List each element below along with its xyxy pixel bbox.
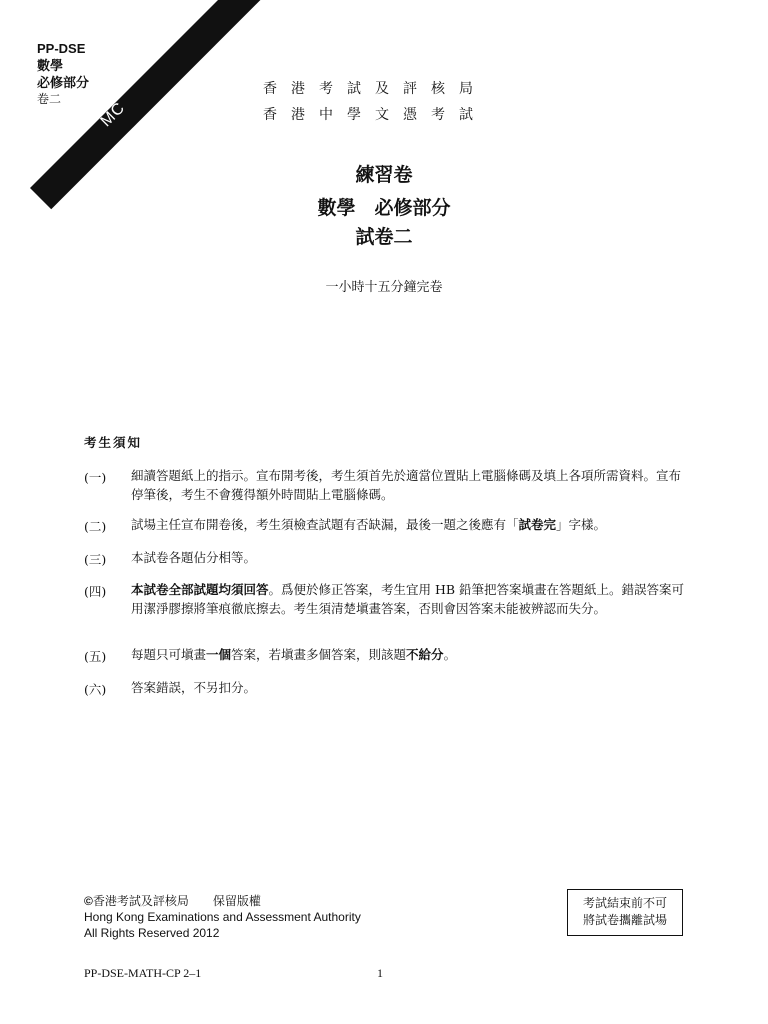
exam-duration: 一小時十五分鐘完卷: [325, 280, 443, 295]
paper-header: [37, 40, 89, 108]
paper-title-paper: 試卷二: [355, 226, 413, 248]
copyright-year: All Rights Reserved 2012: [84, 926, 220, 940]
take-away-line1: 考試結束前不可: [582, 896, 667, 910]
instruction-text: 細讀答題紙上的指示。宣布開考後，考生須首先於適當位置貼上電腦條碼及填上各項所需資料。宣布停筆後，考生不會獲得額外時間貼上電腦條碼。: [131, 468, 682, 502]
emphasis-text: 本試卷全部試題均須回答: [131, 582, 269, 597]
instruction-text: 本試卷各題佔分相等。: [131, 550, 257, 565]
paper-subject: 數學: [37, 58, 64, 73]
emphasis-text: 不給分: [406, 647, 444, 662]
copyright-cn: 香港考試及評核局 保留版權: [92, 894, 261, 908]
instruction-text: 每題只可塡畫一個答案，若塡畫多個答案，則該題不給分。: [131, 647, 457, 662]
copyright-notice: [84, 893, 361, 941]
copyright-icon: ©: [84, 894, 93, 908]
paper-title-subject: 數學 必修部分: [317, 197, 451, 219]
instruction-text: 本試卷全部試題均須回答。爲便於修正答案，考生宜用 HB 鉛筆把答案塡畫在答題紙上。錯誤答案可用潔淨膠擦將筆痕徹底擦去。考生須清楚塡畫答案，否則會因答案未能被辨認而失分。: [131, 582, 685, 616]
paper-number: 卷二: [37, 92, 62, 106]
instruction-number: (六): [84, 682, 107, 697]
instruction-number: (二): [84, 519, 107, 534]
instruction-text: 試場主任宣布開卷後，考生須檢查試題有否缺漏，最後一題之後應有「試卷完」字樣。: [131, 517, 607, 532]
footer-paper-code: PP-DSE-MATH-CP 2–1: [84, 966, 202, 980]
exam-name: 香港中學文憑考試: [263, 107, 487, 123]
instruction-number: (四): [84, 584, 107, 599]
instruction-text: 答案錯誤，不另扣分。: [131, 680, 257, 695]
page-number: 1: [377, 966, 383, 980]
take-away-notice-box: [567, 889, 683, 936]
instruction-number: (一): [84, 470, 107, 485]
paper-title-practice: 練習卷: [355, 164, 413, 186]
take-away-line2: 將試卷攜離試場: [582, 913, 667, 927]
mc-ribbon-label: MC: [97, 99, 129, 131]
emphasis-text: 試卷完: [518, 517, 557, 532]
instructions-heading: 考生須知: [84, 435, 143, 450]
emphasis-text: 一個: [206, 647, 232, 662]
instruction-number: (五): [84, 649, 107, 664]
org-name: 香港考試及評核局: [263, 81, 487, 97]
instruction-number: (三): [84, 552, 107, 567]
paper-code: PP-DSE: [37, 41, 86, 56]
copyright-en: Hong Kong Examinations and Assessment Authority: [84, 910, 361, 924]
paper-part: 必修部分: [37, 75, 90, 90]
